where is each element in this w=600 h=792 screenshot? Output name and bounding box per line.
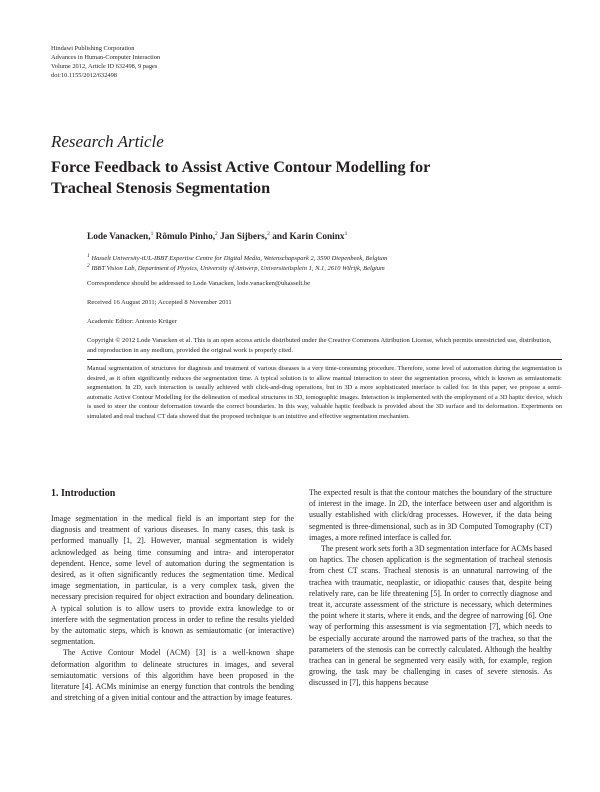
left-column xyxy=(51,513,294,703)
divider xyxy=(87,359,562,360)
affiliation-number: 2 xyxy=(87,263,90,269)
paper-title xyxy=(51,157,471,199)
title-line-1: Force Feedback to Assist Active Contour Modelling for xyxy=(51,158,431,176)
abstract: Manual segmentation of structures for diagnosis and treatment of various diseases is a very time-consuming procedure. Therefore, some level of automation during the segmentation is desired, as it often significantly reduces the segmentation time. A typical solution is to allow manual interaction to steer the segmentation process, which is known as semiautomatic segmentation. In 2D, such interaction is usually achieved with click-and-drag operations, but in 3D a more sophisticated interface is called for. In this paper, we propose a semi-automatic Active Contour Modelling for the delineation of medical structures in 3D, tomographic images. Interaction is implemented with the employment of a 3D haptic device, which is used to steer the contour deformation towards the correct boundaries. In this way, valuable haptic feedback is provided about the 3D surface and its deformation. Experiments on simulated and real tracheal CT data showed that the proposed technique is an intuitive and effective segmentation mechanism. xyxy=(87,365,562,420)
journal-name: Advances in Human-Computer Interaction xyxy=(51,54,161,61)
paragraph: The present work sets forth a 3D segmentation interface for ACMs based on haptics. The chosen application is the segmentation of tracheal stenosis from chest CT scans. Tracheal stenosis is an unnatural narrowing of the trachea with traumatic, neoplastic, or idiopathic causes that, despite being relatively rare, can be life threatening [5]. In order to correctly diagnose and treat it, accurate assessment of the stricture is necessary, which determines the point where it starts, where it ends, and the degree of narrowing [6]. One way of performing this assessment is via segmentation [7], which needs to be especially accurate around the narrowed parts of the trachea, so that the parameters of the stenosis can be correctly calculated. Although the healthy trachea can in general be segmented very easily with, for example, region growing, the task may be challenging in cases of severe stenosis. As discussed in [7], this happens because xyxy=(309,544,552,688)
author-name: and Karin Coninx xyxy=(269,232,345,243)
author-name: Lode Vanacken, xyxy=(87,232,151,243)
received-accepted-dates: Received 16 August 2011; Accepted 8 November 2011 xyxy=(87,299,232,306)
journal-header xyxy=(51,44,160,80)
author-name: Jan Sijbers, xyxy=(217,232,268,243)
copyright-notice: Copyright © 2012 Lode Vanacken et al. This is an open access article distributed under the Creative Commons Attribution License, which permits unrestricted use, distribution, and reproduction in any medium, provided the original work is properly cited. xyxy=(87,337,552,354)
affiliation-2 xyxy=(87,263,385,272)
paragraph: The Active Contour Model (ACM) [3] is a well-known shape deformation algorithm to delineate structures in images, and several semiautomatic versions of this algorithm have been proposed in the literature [4]. ACMs minimise an energy function that controls the bending and stretching of a given initial contour and the attraction by image features. xyxy=(51,648,294,703)
correspondence: Correspondence should be addressed to Lode Vanacken, lode.vanacken@uhasselt.be xyxy=(87,280,311,287)
affiliation-marker: 2 xyxy=(215,231,218,237)
paragraph: The expected result is that the contour matches the boundary of the structure of interest in the image. In 2D, the interface between user and algorithm is usually established with click/drag processes. However, if the data being segmented is three-dimensional, such as in 3D Computed Tomography (CT) images, a more refined interface is called for. xyxy=(309,488,552,542)
affiliation-marker: 2 xyxy=(267,231,270,237)
affiliation-text: IBBT Vision Lab, Department of Physics, University of Antwerp, Universiteitsplein 1, N.1, 2610 Wilrijk, Belgium xyxy=(89,265,385,273)
affiliation-number: 1 xyxy=(87,253,90,259)
author-list xyxy=(87,231,347,242)
right-column xyxy=(309,487,552,689)
doi[interactable]: doi:10.1155/2012/632498 xyxy=(51,72,117,79)
affiliation-marker: 1 xyxy=(150,231,154,237)
article-type: Research Article xyxy=(51,132,164,151)
publisher-name: Hindawi Publishing Corporation xyxy=(51,45,135,52)
title-line-2: Tracheal Stenosis Segmentation xyxy=(51,179,271,197)
affiliation-marker: 1 xyxy=(344,231,348,237)
author-name: Rômulo Pinho, xyxy=(153,232,216,243)
section-heading-introduction: 1. Introduction xyxy=(51,488,116,499)
affiliation-text: Hasselt University-tUL-IBBT Expertise Centre for Digital Media, Wetenschapspark 2, 3590 Diepenbeek, Belgium xyxy=(89,255,388,263)
affiliation-1 xyxy=(87,253,387,262)
academic-editor: Academic Editor: Antonio Krüger xyxy=(87,318,177,325)
volume-info: Volume 2012, Article ID 632498, 9 pages xyxy=(51,63,158,70)
paragraph: Image segmentation in the medical field is an important step for the diagnosis and treatment of various diseases. In many cases, this task is performed manually [1, 2]. However, manual segmentation is widely acknowledged as being time consuming and intra- and interoperator dependent. Hence, some level of automation during the segmentation is desired, as it often significantly reduces the segmentation time. Medical image segmentation, in particular, is a very complex task, given the necessary precision required for object extraction and boundary delineation. A typical solution is to allow users to provide extra knowledge to or interfere with the segmentation process in order to refine the results yielded by the automatic steps, which is known as semiautomatic (or interactive) segmentation. xyxy=(51,514,294,647)
